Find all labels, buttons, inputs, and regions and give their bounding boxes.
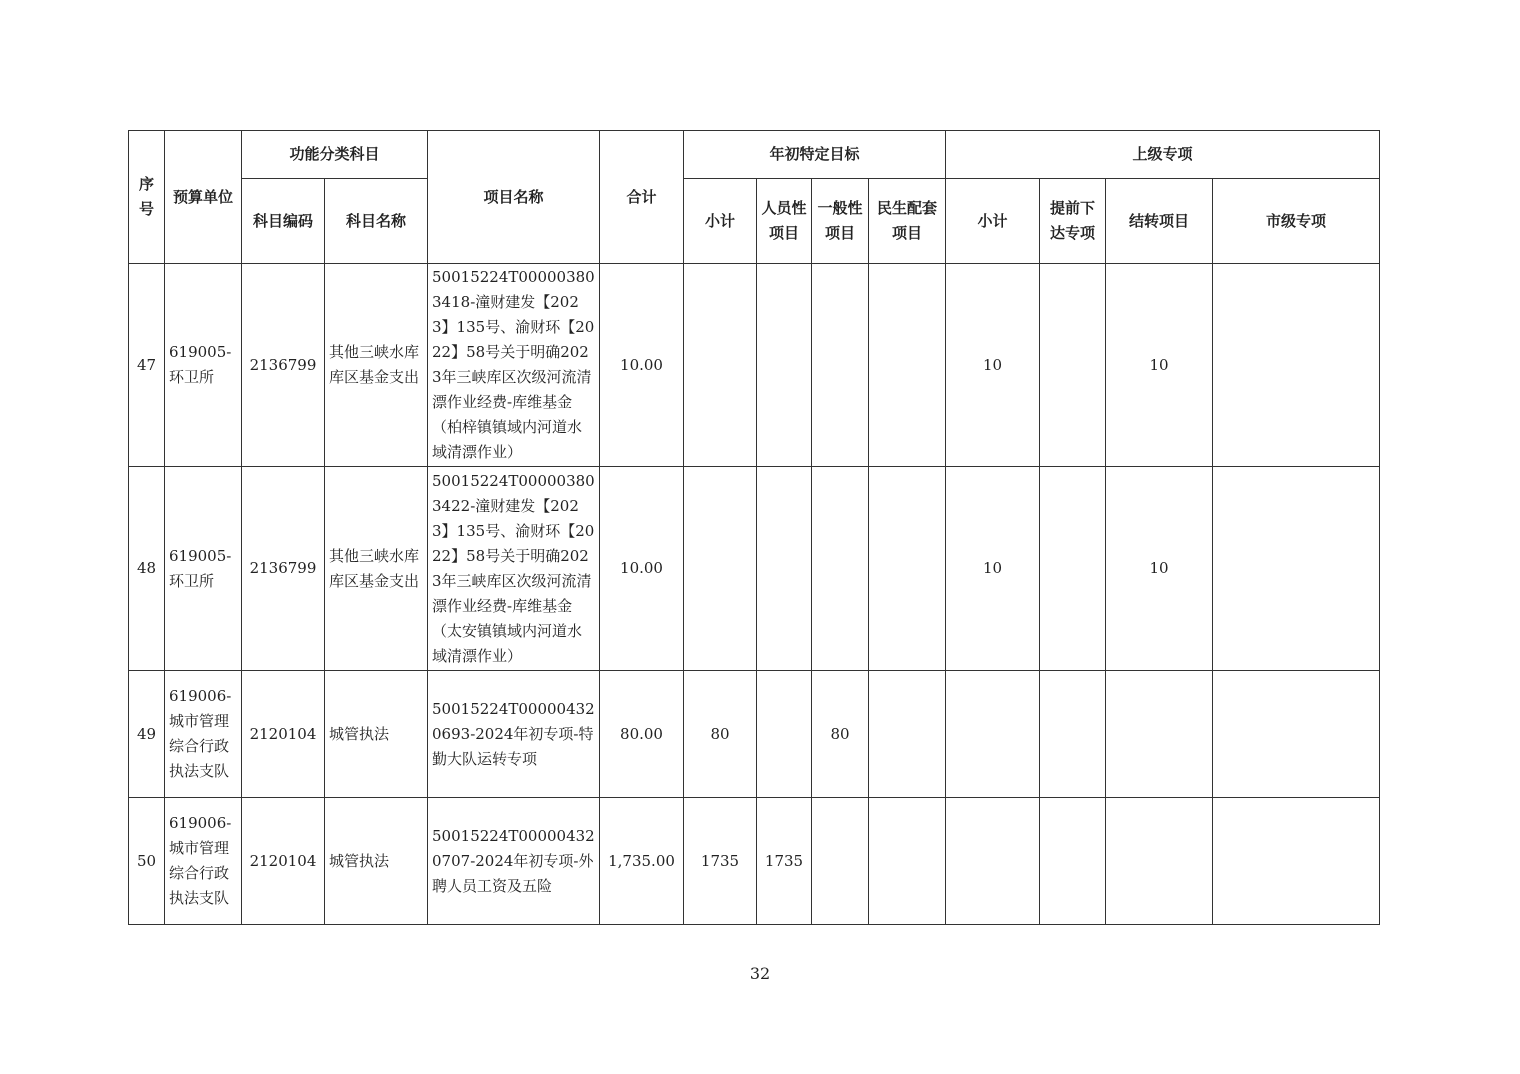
cell-project: 50015224T000004320693-2024年初专项-特勤大队运转专项 xyxy=(428,671,600,798)
cell-code: 2120104 xyxy=(242,671,325,798)
table-row xyxy=(129,671,1380,798)
cell-livelihood xyxy=(869,671,946,798)
cell-upper-subtotal xyxy=(946,671,1040,798)
cell-total: 10.00 xyxy=(600,264,684,467)
cell-city xyxy=(1213,467,1380,671)
cell-advance xyxy=(1040,264,1106,467)
cell-personnel: 1735 xyxy=(757,798,812,925)
cell-total: 80.00 xyxy=(600,671,684,798)
cell-general xyxy=(812,264,869,467)
cell-general xyxy=(812,798,869,925)
cell-subject: 城管执法 xyxy=(325,798,428,925)
cell-unit: 619005-环卫所 xyxy=(165,264,242,467)
cell-total: 1,735.00 xyxy=(600,798,684,925)
cell-unit: 619005-环卫所 xyxy=(165,467,242,671)
header-code: 科目编码 xyxy=(242,179,325,264)
header-general: 一般性项目 xyxy=(812,179,869,264)
cell-annual-subtotal xyxy=(684,467,757,671)
cell-city xyxy=(1213,798,1380,925)
cell-personnel xyxy=(757,467,812,671)
cell-annual-subtotal xyxy=(684,264,757,467)
cell-city xyxy=(1213,671,1380,798)
header-personnel: 人员性项目 xyxy=(757,179,812,264)
cell-advance xyxy=(1040,467,1106,671)
cell-livelihood xyxy=(869,264,946,467)
cell-carry xyxy=(1106,671,1213,798)
header-upper-group: 上级专项 xyxy=(946,131,1380,179)
header-project: 项目名称 xyxy=(428,131,600,264)
cell-seq: 50 xyxy=(129,798,165,925)
cell-unit: 619006-城市管理综合行政执法支队 xyxy=(165,798,242,925)
cell-project: 50015224T000004320707-2024年初专项-外聘人员工资及五险 xyxy=(428,798,600,925)
cell-upper-subtotal xyxy=(946,798,1040,925)
header-city: 市级专项 xyxy=(1213,179,1380,264)
cell-upper-subtotal: 10 xyxy=(946,467,1040,671)
cell-code: 2136799 xyxy=(242,467,325,671)
table-row xyxy=(129,467,1380,671)
cell-city xyxy=(1213,264,1380,467)
header-seq: 序号 xyxy=(129,131,165,264)
budget-table xyxy=(128,130,1380,925)
cell-annual-subtotal: 80 xyxy=(684,671,757,798)
cell-livelihood xyxy=(869,467,946,671)
header-total: 合计 xyxy=(600,131,684,264)
cell-carry xyxy=(1106,798,1213,925)
header-advance: 提前下达专项 xyxy=(1040,179,1106,264)
cell-code: 2136799 xyxy=(242,264,325,467)
cell-advance xyxy=(1040,671,1106,798)
cell-personnel xyxy=(757,671,812,798)
header-livelihood: 民生配套项目 xyxy=(869,179,946,264)
header-unit: 预算单位 xyxy=(165,131,242,264)
cell-carry: 10 xyxy=(1106,467,1213,671)
header-annual-subtotal: 小计 xyxy=(684,179,757,264)
header-annual-group: 年初特定目标 xyxy=(684,131,946,179)
cell-livelihood xyxy=(869,798,946,925)
cell-project: 50015224T000003803418-潼财建发【2023】135号、渝财环【2022】58号关于明确2023年三峡库区次级河流清漂作业经费-库维基金（柏梓镇镇域内河道水域清漂作业） xyxy=(428,264,600,467)
cell-personnel xyxy=(757,264,812,467)
cell-unit: 619006-城市管理综合行政执法支队 xyxy=(165,671,242,798)
header-carry: 结转项目 xyxy=(1106,179,1213,264)
cell-subject: 其他三峡水库库区基金支出 xyxy=(325,467,428,671)
cell-general: 80 xyxy=(812,671,869,798)
cell-subject: 其他三峡水库库区基金支出 xyxy=(325,264,428,467)
table-row xyxy=(129,264,1380,467)
cell-seq: 47 xyxy=(129,264,165,467)
cell-code: 2120104 xyxy=(242,798,325,925)
table-row xyxy=(129,798,1380,925)
cell-annual-subtotal: 1735 xyxy=(684,798,757,925)
cell-general xyxy=(812,467,869,671)
cell-subject: 城管执法 xyxy=(325,671,428,798)
cell-upper-subtotal: 10 xyxy=(946,264,1040,467)
cell-seq: 49 xyxy=(129,671,165,798)
page-number: 32 xyxy=(749,964,771,983)
cell-total: 10.00 xyxy=(600,467,684,671)
header-function-group: 功能分类科目 xyxy=(242,131,428,179)
header-subject: 科目名称 xyxy=(325,179,428,264)
cell-seq: 48 xyxy=(129,467,165,671)
cell-advance xyxy=(1040,798,1106,925)
header-upper-subtotal: 小计 xyxy=(946,179,1040,264)
cell-project: 50015224T000003803422-潼财建发【2023】135号、渝财环【2022】58号关于明确2023年三峡库区次级河流清漂作业经费-库维基金（太安镇镇域内河道水域清漂作业） xyxy=(428,467,600,671)
cell-carry: 10 xyxy=(1106,264,1213,467)
